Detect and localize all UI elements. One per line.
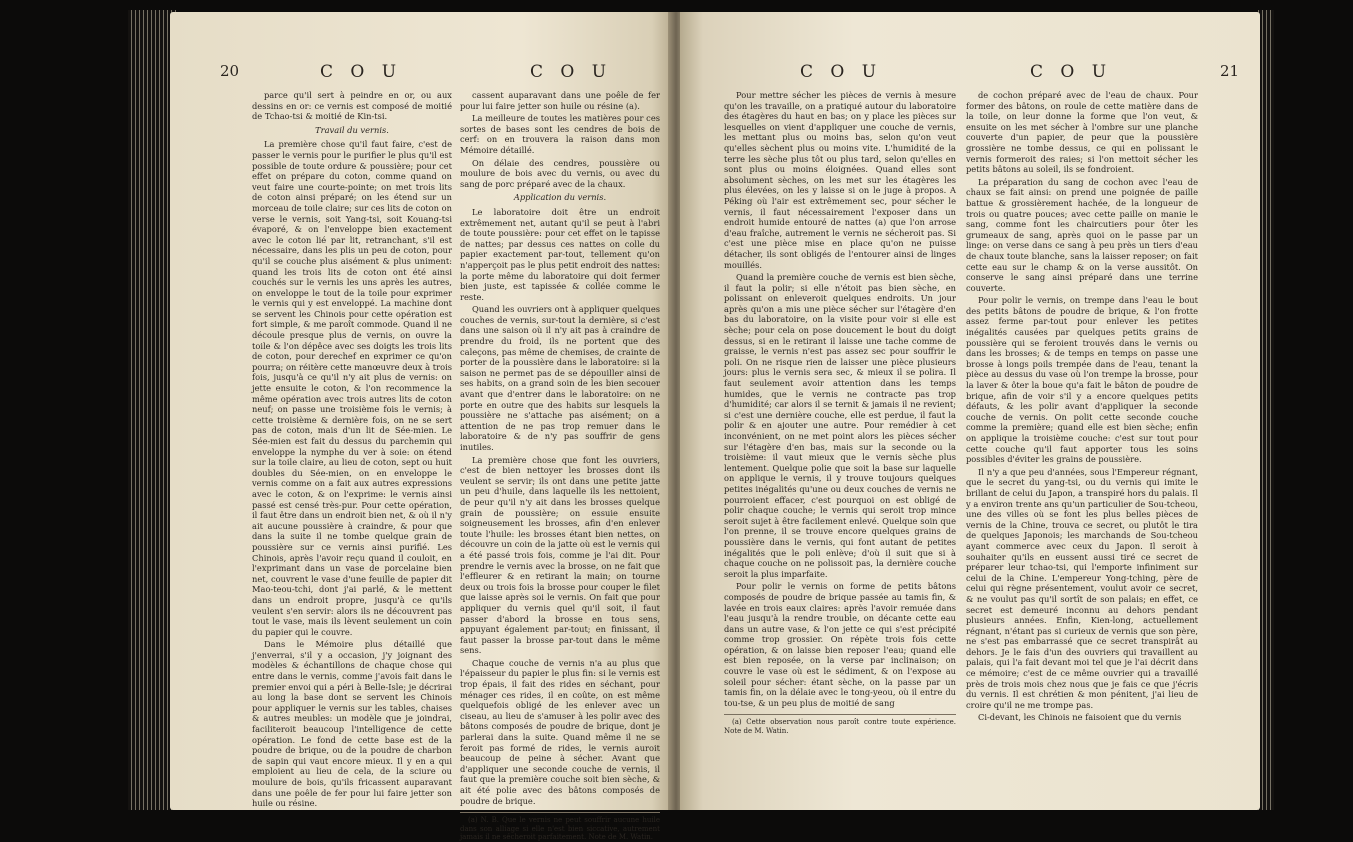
right-page [680, 12, 1260, 810]
paragraph: La première chose qu'il faut faire, c'est de passer le vernis pour le purifier le plus qu'il est possible de toute ordure & poussière; pour cet effet on prépare du coton, comme quand on veut faire une courte-pointe; on met trois lits de coton ainsi préparé; on les étend sur un morceau de toile claire; sur ces lits de coton on verse le vernis, soit Yang-tsi, soit Kouang-tsi évaporé, & on l'enveloppe bien exactement avec le coton lié par lit, retranchant, s'il est nécessaire, dans les plis un peu de coton, pour qu'il se couche plus aisément & plus uniment: quand les trois lits de coton ont été ainsi couchés sur le vernis les uns après les autres, on enveloppe le tout de la toile pour exprimer le vernis qui y est enveloppé. La machine dont se servent les Chinois pour cette opération est fort simple, & me paroît commode. Quand il ne découle presque plus de vernis, on ouvre la toile & l'on dépêce avec ses doigts les trois lits de coton, pour derechef en exprimer ce qu'on pourra; on réitère cette manœuvre deux à trois fois, jusqu'à ce qu'il n'y ait plus de vernis: on jette ensuite le coton, & l'on recommence la même opération avec trois autres lits de coton neuf; on passe une troisième fois le vernis; à cette troisième & dernière fois, on ne se sert pas de coton, mais d'un lit de Sée-mien. Le Sée-mien est fait du dessus du parchemin qui enveloppe la nymphe du ver à soie: on étend sur la toile claire, au lieu de coton, sept ou huit doubles du Sée-mien, on en enveloppe le vernis comme on a fait aux autres expressions avec le coton, & on l'exprime: le vernis ainsi passé est censé très-pur. Pour cette opération, il faut être dans un endroit bien net, & où il n'y ait aucune poussière à craindre, & pour que dans la suite il ne tombe quelque grain de poussière sur ce vernis ainsi purifié. Les Chinois, après l'avoir reçu quand il couloit, en l'exprimant dans un vase de porcelaine bien net, couvrent le vase d'une feuille de papier dit Mao-teou-tchi, dont j'ai parlé, & le mettent dans un endroit propre, jusqu'à ce qu'ils veulent s'en servir: alors ils ne découvrent pas tout le vase, mais ils lèvent seulement un coin du papier qui le couvre. [252, 139, 452, 637]
left-running-head-2: C O U [530, 62, 613, 82]
right-page-edges [1258, 10, 1274, 810]
right-page-number: 21 [1220, 62, 1240, 80]
paragraph: Il n'y a que peu d'années, sous l'Empereur régnant, que le secret du yang-tsi, ou du vernis qui imite le brillant de celui du Japon, a transpiré hors du palais. Il y a environ trente ans qu'un particulier de Sou-tcheou, une des villes où se font les plus belles pièces de vernis de la Chine, trouva ce secret, ou plutôt le tira de quelques Japonois; les marchands de Sou-tcheou ayant commerce avec ceux du Japon. Il seroit à souhaiter qu'ils en eussent aussi tiré ce secret de préparer leur tchao-tsi, qui l'emporte infiniment sur celui de la Chine. L'empereur Yong-tching, père de celui qui règne présentement, voulut avoir ce secret, & ne voulut pas qu'il sortît de son palais; en effet, ce secret est demeuré inconnu au dehors pendant plusieurs années. Enfin, Kien-long, actuellement régnant, n'étant pas si curieux de vernis que son père, ne s'est pas embarrassé que ce secret transpirât au dehors. Je le fais d'un des ouvriers qui travaillent au palais, qui l'a fait devant moi tel que je l'ai décrit dans ce mémoire; c'est de ce même ouvrier qui a travaillé près de trois mois chez nous que je fais ce que j'écris du vernis. Il est chrétien & mon pénitent, j'ai lieu de croire qu'il ne me trompe pas. [966, 466, 1198, 710]
right-running-head-1: C O U [800, 62, 883, 82]
paragraph: de cochon préparé avec de l'eau de chaux. Pour former des bâtons, on roule de cette matière dans de la toile, on leur donne la forme que l'on veut, & ensuite on les met sécher à l'ombre sur une planche couverte d'un papier, de peur que la poussière grossière ne tombe dessus, ce qui en polissant le vernis formeroit des raies; si l'on mettoit sécher les petits bâtons au soleil, ils se fondroient. [966, 90, 1198, 175]
left-page-edges [128, 10, 176, 810]
right-page-column-1 [724, 90, 956, 786]
paragraph: Quand la première couche de vernis est bien sèche, il faut la polir; si elle n'étoit pas bien sèche, en polissant on enleveroit quelques endroits. Un jour après qu'on a mis une pièce sécher sur l'étagère d'en bas du laboratoire, on la visite pour voir si elle est sèche; pour cela on pose doucement le bout du doigt dessus, si en le retirant il laisse une tache comme de graisse, le vernis n'est pas assez sec pour souffrir le poli. On ne risque rien de laisser une pièce plusieurs jours: plus le vernis sera sec, & mieux il se polira. Il faut seulement avoir attention dans les temps humides, que le vernis ne contracte pas trop d'humidité; car alors il se ternit & jamais il ne revient; si c'est une dernière couche, elle est perdue, il faut la polir & en ajouter une autre. Pour remédier à cet inconvénient, on ne met point alors les pièces sécher sur l'étagère d'en bas, mais sur la seconde ou la troisième: il vaut mieux que le vernis sèche plus lentement. Quelque polie que soit la base sur laquelle on applique le vernis, il y trouve toujours quelques petites inégalités qu'une ou deux couches de vernis ne pourroient effacer, c'est pourquoi on est obligé de polir chaque couche; le vernis qui seroit trop mince seroit sujet à être facilement enlevé. Quelque soin que l'on prenne, il se trouve encore quelques grains de poussière dans le vernis, qui font autant de petites inégalités que le poli enlève; d'où il suit que si à chaque couche on ne polissoit pas, la dernière couche seroit la plus imparfaite. [724, 272, 956, 579]
paragraph: Ci-devant, les Chinois ne faisoient que du vernis [978, 712, 1182, 723]
paragraph: cassent auparavant dans une poêle de fer pour lui faire jetter son huile ou résine (a). [460, 90, 660, 111]
paragraph: La préparation du sang de cochon avec l'eau de chaux se fait ainsi: on prend une poignée de paille battue & grossièrement hachée, de la longueur de trois ou quatre pouces; avec cette paille on manie le sang, comme font les chaircutiers pour ôter les grumeaux de sang, après quoi on le passe par un linge: on verse dans ce sang à peu près un tiers d'eau de chaux toute blanche, sans la laisser reposer; on fait cette eau sur le champ & on la verse aussitôt. On conserve le sang ainsi préparé dans une terrine couverte. [966, 176, 1198, 293]
left-page-header [170, 62, 672, 86]
paragraph: La meilleure de toutes les matières pour ces sortes de bases sont les cendres de bois de cerf: on en trouvera la raison dans mon Mémoire détaillé. [460, 113, 660, 155]
section-title: Travail du vernis. [315, 124, 389, 135]
left-page-number: 20 [220, 62, 240, 80]
section-title: Application du vernis. [513, 192, 607, 203]
paragraph: Chaque couche de vernis n'a au plus que l'épaisseur du papier le plus fin: si le vernis est trop épais, il fait des rides en séchant, pour ménager ces rides, il en coûte, on est même quelquefois obligé de les enlever avec un ciseau, au lieu de s'amuser à les polir avec des bâtons composés de poudre de brique, dont je parlerai dans la suite. Quand même il ne se feroit pas formé de rides, le vernis auroit beaucoup de peine à sécher. Avant que d'appliquer une seconde couche de vernis, il faut que la première couche soit bien sèche, & ait été polie avec des bâtons composés de poudre de brique. [460, 657, 660, 806]
paragraph: Pour polir le vernis on forme de petits bâtons composés de poudre de brique passée au tamis fin, & lavée en trois eaux claires: après l'avoir remuée dans l'eau jusqu'à la rendre trouble, on décante cette eau dans un autre vase, & l'on jette ce qui s'est précipité comme trop grossier. On répète trois fois cette opération, & on laisse bien reposer l'eau; quand elle est bien reposée, on la verse par inclinaison; on couvre le vase où est le sédiment, & on l'expose au soleil pour sécher: étant sèche, on la passe par un tamis fin, on la délaie avec le tong-yeou, où il entre du tou-tse, & un peu plus de moitié de sang [724, 581, 956, 708]
left-page [170, 12, 672, 842]
right-page-column-2 [966, 90, 1198, 786]
paragraph: Dans le Mémoire plus détaillé que j'enverrai, s'il y a occasion, j'y joignant des modèles & échantillons de chaque chose qui entre dans le vernis, comme j'avois fait dans le premier envoi qui a péri à Belle-Isle; je décrirai au long la base dont se servent les Chinois pour appliquer le vernis sur les tables, chaises & autres meubles: un modèle que je joindrai, faciliteroit beaucoup l'intelligence de cette opération. Le fond de cette base est de la poudre de brique, ou de la poudre de charbon de sapin qui vaut encore mieux. Il y en a qui emploient au lieu de cela, de la sciure ou moulure de bois, qu'ils fricassent auparavant dans une poêle de fer pour lui faire jetter son huile ou résine. [252, 639, 452, 809]
right-page-header [680, 62, 1260, 86]
footnote: (a) Cette observation nous paroît contre toute expérience. Note de M. Watin. [724, 714, 956, 735]
paragraph: Pour mettre sécher les pièces de vernis à mesure qu'on les travaille, on a pratiqué autour du laboratoire des étagères du haut en bas; on y place les pièces sur lesquelles on vient d'appliquer une couche de vernis, les mettant plus ou moins bas, selon qu'on veut qu'elles sèchent plus ou moins vite. L'humidité de la terre les sèche plus tôt ou plus tard, selon qu'elles en sont plus ou moins éloignées. Quand elles sont absolument sèches, on les met sur les étagères les plus élevées, on les y laisse si on le juge à propos. A Péking où l'air est extrêmement sec, pour sécher le vernis, il faut nécessairement l'exposer dans un endroit humide entouré de nattes (a) que l'on arrose d'eau fraîche, autrement le vernis ne sécheroit pas. Si c'est une pièce mise en place qu'on ne puisse détacher, ils sont obligés de l'entourer ainsi de linges mouillés. [724, 90, 956, 270]
footnote: (a) N. B. Que le vernis ne peut souffrir aucune huile dans son alliage si elle n'est bien siccative, autrement jamais il ne sécheroit parfaitement. Note de M. Watin. [460, 812, 660, 842]
right-running-head-2: C O U [1030, 62, 1113, 82]
paragraph: parce qu'il sert à peindre en or, ou aux dessins en or: ce vernis est composé de moitié de Tchao-tsi & moitié de Kin-tsi. [252, 90, 452, 122]
paragraph: Quand les ouvriers ont à appliquer quelques couches de vernis, sur-tout la dernière, si c'est dans une saison où il n'y ait pas à craindre de prendre du froid, ils ne portent que des caleçons, pas même de chemises, de crainte de porter de la poussière dans le laboratoire: si la saison ne permet pas de se dépouiller ainsi de ses habits, on a grand soin de les bien secouer avant que d'entrer dans le laboratoire: on ne porte en outre que des habits sur lesquels la poussière ne s'attache pas aisément; on a attention de ne pas trop remuer dans le laboratoire & de n'y pas souffrir de gens inutiles. [460, 304, 660, 452]
paragraph: Pour polir le vernis, on trempe dans l'eau le bout des petits bâtons de poudre de brique, & l'on frotte assez ferme par-tout pour enlever les petites inégalités causées par quelques petits grains de poussière qui se feroient trouvés dans le vernis ou dans les brosses; & de temps en temps on passe une brosse à longs poils trempée dans de l'eau, tenant la pièce au dessus du vase où l'on trempe la brosse, pour la laver & ôter la boue qu'a fait le bâton de poudre de brique, afin de voir s'il y a encore quelques petits défauts, & les polir avant d'appliquer la seconde couche de vernis. On polit cette seconde couche comme la première; quand elle est bien sèche; enfin on applique la troisième couche: c'est sur tout pour cette couche qu'il faut apporter tous les soins possibles d'éviter les grains de poussière. [966, 295, 1198, 465]
left-running-head-1: C O U [320, 62, 403, 82]
paragraph: La première chose que font les ouvriers, c'est de bien nettoyer les brosses dont ils veulent se servir; ils ont dans une petite jatte un peu d'huile, dans laquelle ils les nettoient, de peur qu'il n'y ait dans les brosses quelque grain de poussière; on essuie ensuite soigneusement les brosses, afin d'en enlever toute l'huile: les brosses étant bien nettes, on découvre un coin de la jatte où est le vernis qui a été passé trois fois, comme je l'ai dit. Pour prendre le vernis avec la brosse, on ne fait que l'effleurer & en retirant la main; on tourne deux ou trois fois la brosse pour couper le filet que laisse après soi le vernis. On fait que pour appliquer du vernis quel qu'il soit, il faut passer d'abord la brosse en tous sens, appuyant également par-tout; en finissant, il faut passer la brosse par-tout dans le même sens. [460, 454, 660, 656]
left-page-column-2 [460, 90, 660, 842]
paragraph: On délaie des cendres, poussière ou moulure de bois avec du vernis, ou avec du sang de porc préparé avec de la chaux. [460, 157, 660, 189]
left-page-column-1 [252, 90, 452, 809]
paragraph: Le laboratoire doit être un endroit extrêmement net, autant qu'il se peut à l'abri de toute poussière: pour cet effet on le tapisse de nattes; par dessus ces nattes on colle du papier exactement par-tout, tellement qu'on n'apperçoit pas le plus petit endroit des nattes: la porte même du laboratoire qui doit fermer bien juste, est tapissée & collée comme le reste. [460, 206, 660, 302]
